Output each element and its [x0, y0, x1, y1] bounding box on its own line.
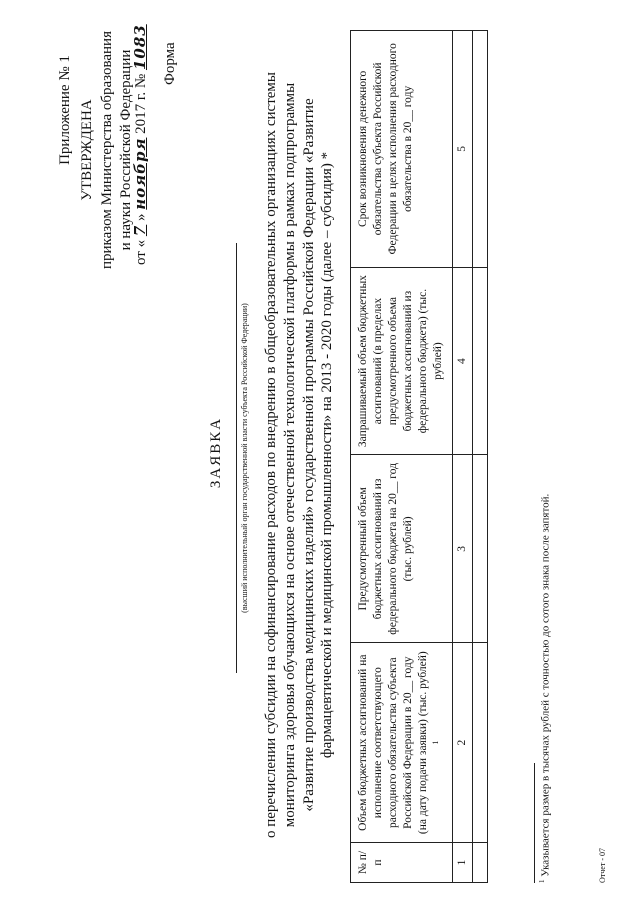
col-number-4: 4 — [453, 267, 473, 455]
header-col-2-text: Объем бюджетных ассигнований на исполнение соответствующего расходного обязательства субъекта Российской Федерации в 20__ году (на дату подачи заявки) (тыс. рублей) — [357, 651, 429, 835]
footnote — [538, 494, 552, 883]
col-number-5: 5 — [453, 31, 473, 268]
date-day: 7 — [131, 224, 149, 237]
header-col-1: № п/п — [351, 843, 453, 883]
empty-cell — [473, 267, 488, 455]
footnote-mark: 1 — [538, 879, 546, 883]
empty-cell — [473, 643, 488, 843]
col-number-3: 3 — [453, 455, 473, 643]
order-line-2: и науки Российской Федерации — [118, 49, 134, 251]
col-number-1: 1 — [453, 843, 473, 883]
order-line-1: приказом Министерства образования — [98, 31, 115, 269]
date-number: 1083 — [131, 24, 149, 71]
authority-underline — [236, 243, 237, 673]
date-mid: » — [133, 213, 149, 221]
date-month: ноября — [131, 137, 149, 210]
table-row-empty — [473, 31, 488, 883]
footnote-text: Указывается размер в тысячах рублей с точностью до сотого знака после запятой. — [539, 493, 552, 877]
authority-label: (высший исполнительный орган государственной власти субъекта Российской Федерации) — [240, 303, 249, 613]
header-col-5: Срок возникновения денежного обязательства субъекта Российской Федерации в целях исполнения расходного обязательства в 20__ году — [351, 31, 453, 268]
date-prefix: от « — [133, 239, 149, 265]
empty-cell — [473, 31, 488, 268]
col-number-2: 2 — [453, 643, 473, 843]
header-col-3: Предусмотренный объем бюджетных ассигнований из федерального бюджета на 20__ год (тыс. рублей) — [351, 455, 453, 643]
order-date-line — [131, 0, 150, 265]
header-col-4: Запрашиваемый объем бюджетных ассигнований (в пределах предусмотренного объема бюджетных ассигнований из федерального бюджета) (тыс. рублей) — [351, 267, 453, 455]
purpose-text: о перечислении субсидии на софинансирование расходов по внедрению в общеобразовательных организациях системы мониторинга здоровья обучающихся на основе отечественной технологической платформы в рамках подпрограммы «Развитие производства медицинских изделий» государственной программы Российской Федерации «Развитие фармацевтической и медицинской промышленности» на 2013 - 2020 годы (далее – субсидия) * — [263, 71, 336, 839]
empty-cell — [473, 455, 488, 643]
approved-label: УТВЕРЖДЕНА — [79, 99, 95, 201]
approval-block — [78, 15, 137, 285]
header-footnote-mark: 1 — [430, 740, 440, 745]
appendix-label: Приложение № 1 — [57, 55, 73, 165]
empty-cell — [473, 843, 488, 883]
form-label: Форма — [162, 42, 178, 85]
request-table — [350, 30, 488, 883]
column-number-row — [453, 31, 473, 883]
footnote-divider — [534, 763, 535, 883]
page-stamp: Отчет - 07 — [598, 847, 607, 883]
table-header-row — [351, 31, 453, 883]
document-title: ЗАЯВКА — [208, 416, 224, 489]
header-col-2 — [351, 643, 453, 843]
date-year: 2017 г. № — [133, 73, 149, 134]
